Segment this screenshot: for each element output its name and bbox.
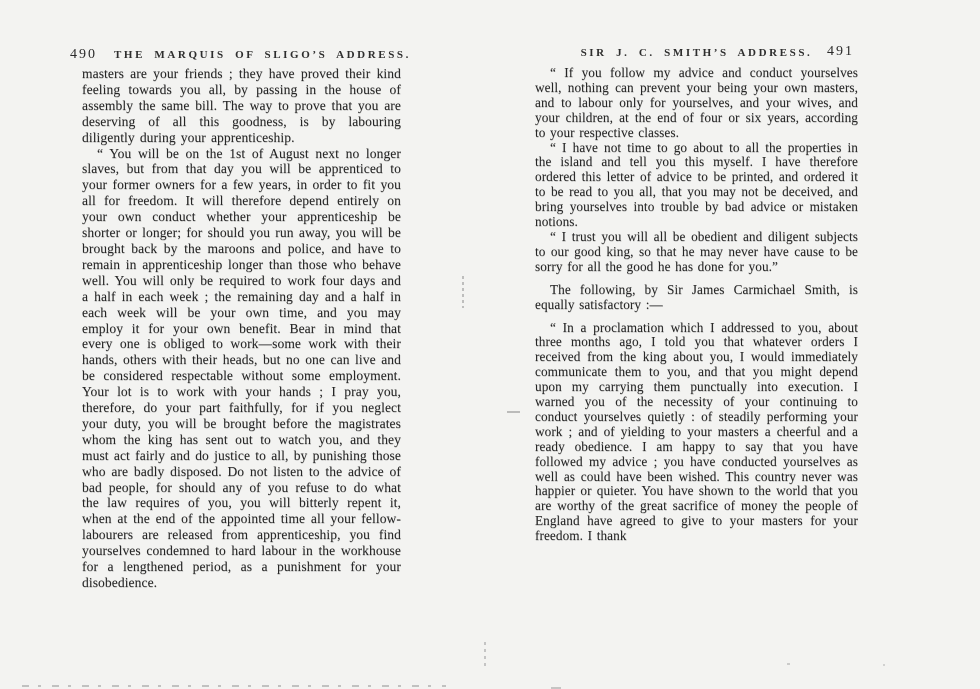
left-running-header: [70, 47, 411, 63]
paragraph: masters are your friends ; they have proved their kind feeling towards you all, by passing in the house of assembly the same bill. The way to prove that you are deserving of all this goodness, is by labouring diligently during your apprenticeship.: [82, 66, 401, 145]
right-page-number: 491: [827, 44, 854, 59]
paragraph: “ I have not time to go about to all the properties in the island and tell you this myself. I have therefore ordered this letter of advice to be printed, and ordered it to be read to you all, that you may not be deceived, and bring yourselves into trouble by bad advice or mistaken notions.: [535, 139, 858, 230]
paragraph: “ In a proclamation which I addressed to you, about three months ago, I told you that whatever orders I received from the king about you, I would immediately communicate them to you, and that you might depend upon my carrying them punctually into execution. I warned you of the necessity of your continuing to conduct yourselves quietly : of steadily performing your work ; and of yielding to your masters a cheerful and a ready obedience. I am happy to say that you have followed my advice ; you have conducted yourselves as well as could have been wished. This country never was happier or quieter. You have shown to the world that you are worthy of the great sacrifice of money the people of England have agreed to give to your masters for your freedom. I thank: [535, 319, 858, 544]
paragraph: The following, by Sir James Carmichael Smith, is equally satisfactory :—: [535, 281, 858, 312]
paragraph: “ If you follow my advice and conduct yourselves well, nothing can prevent your being your own masters, and to labour only for yourselves, and your wives, and your children, at the end of four or six years, according to your respective classes.: [535, 65, 858, 140]
paragraph: “ I trust you will all be obedient and diligent subjects to our good king, so that he may never have cause to be sorry for all the good he has done for you.”: [535, 228, 858, 274]
right-running-header: [535, 44, 858, 63]
right-page-text: [535, 66, 858, 544]
scan-speck-artifact: [787, 663, 790, 665]
left-page-text: [82, 66, 401, 591]
paragraph: “ You will be on the 1st of August next no longer slaves, but from that day you will be apprenticed to your former owners for a few years, in order to fit you all for freedom. It will therefore depend entirely on your own conduct whether your apprenticeship be shorter or longer; for should you run away, you will be brought back by the maroons and police, and have to remain in apprenticeship longer than those who behave well. You will only be required to work four days and a half in each week ; the remaining day and a half in each week will be your own time, and you may employ it for your own benefit. Bear in mind that every one is obliged to work—some work with their hands, others with their heads, but no one can live and be considered respectable without some employment. Your lot is to work with your hands ; I pray you, therefore, do your part faithfully, for if you neglect your duty, you will be brought before the magistrates whom the king has sent out to watch you, and they must act fairly and do justice to all, by punishing those who are badly disposed. Do not listen to the advice of bad people, for should any of you refuse to do what the law requires of you, you will bitterly repent it, when at the end of the appointed time all your fellow-labourers are released from apprenticeship, you find yourselves condemned to hard labour in the workhouse for a lengthened period, as a punishment for your disobedience.: [82, 145, 401, 590]
gutter-crease-artifact: [484, 642, 486, 668]
left-running-title: THE MARQUIS OF SLIGO’S ADDRESS.: [114, 49, 411, 61]
right-running-title: SIR J. C. SMITH’S ADDRESS.: [580, 47, 813, 59]
gutter-crease-artifact: [462, 276, 464, 308]
left-page-number: 490: [70, 47, 97, 62]
scan-speck-artifact: [883, 664, 885, 666]
margin-dash-artifact: [507, 411, 520, 413]
scan-bottom-edge-artifact: [22, 685, 446, 687]
